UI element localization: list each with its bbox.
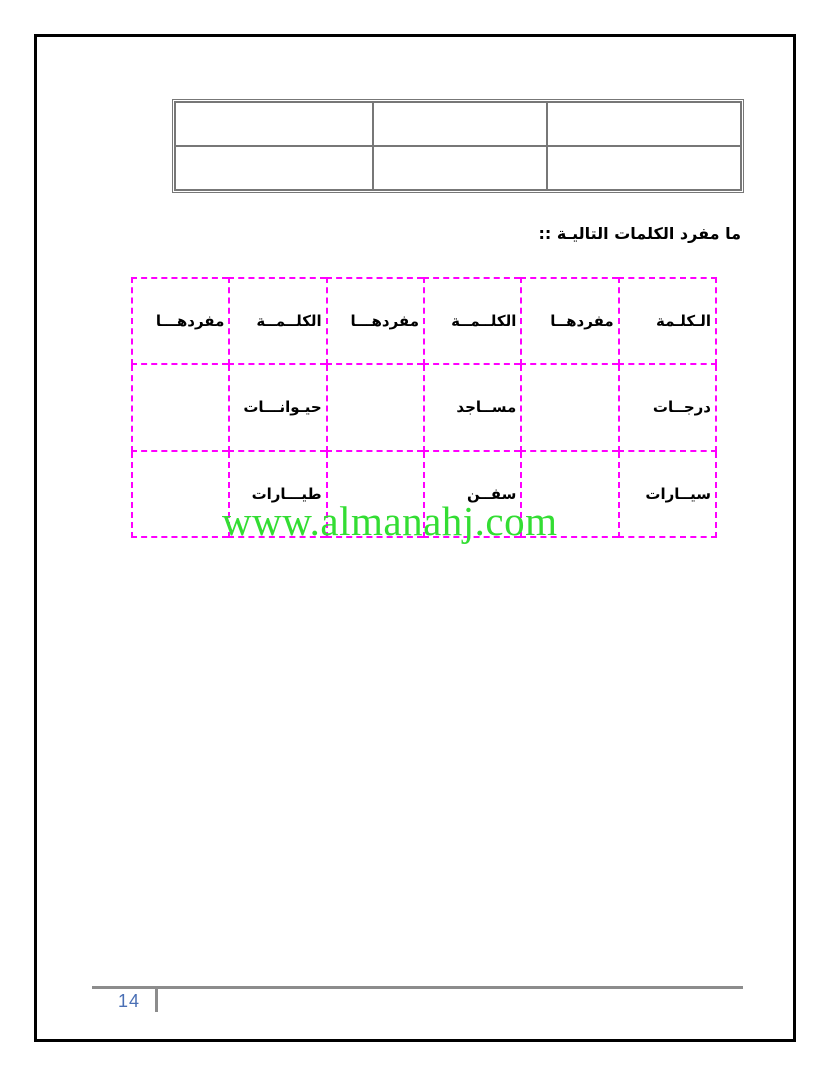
header-cell-word-3: الكلــمــة bbox=[229, 278, 326, 364]
table-header-row bbox=[132, 278, 716, 364]
table-cell bbox=[175, 146, 373, 190]
footer-rule bbox=[92, 986, 743, 989]
header-cell-singular-2: مفردهـــا bbox=[327, 278, 424, 364]
word-cell: حيـوانـــات bbox=[229, 364, 326, 450]
answer-cell[interactable] bbox=[327, 364, 424, 450]
table-cell bbox=[547, 102, 741, 146]
word-cell: درجــات bbox=[619, 364, 716, 450]
header-cell-word-2: الكلــمــة bbox=[424, 278, 521, 364]
table-row bbox=[175, 146, 741, 190]
answer-cell[interactable] bbox=[132, 451, 229, 537]
table-row bbox=[175, 102, 741, 146]
page-number-divider bbox=[155, 989, 158, 1012]
watermark-text: www.almanahj.com bbox=[222, 498, 558, 544]
top-empty-table bbox=[172, 99, 744, 193]
table-cell bbox=[547, 146, 741, 190]
word-cell: سيــارات bbox=[619, 451, 716, 537]
word-cell: سفــن bbox=[424, 451, 521, 537]
page-number: 14 bbox=[118, 991, 141, 1011]
word-cell: طيـــارات bbox=[229, 451, 326, 537]
header-cell-word-1: الـكلـمة bbox=[619, 278, 716, 364]
table-cell bbox=[373, 146, 547, 190]
header-cell-singular-3: مفردهـــا bbox=[132, 278, 229, 364]
table-cell bbox=[373, 102, 547, 146]
question-heading: ما مفرد الكلمات التاليـة :: bbox=[538, 224, 741, 243]
answer-cell[interactable] bbox=[132, 364, 229, 450]
header-cell-singular-1: مفردهــا bbox=[521, 278, 618, 364]
table-row bbox=[132, 364, 716, 450]
answer-cell[interactable] bbox=[521, 364, 618, 450]
word-cell: مســاجد bbox=[424, 364, 521, 450]
table-cell bbox=[175, 102, 373, 146]
